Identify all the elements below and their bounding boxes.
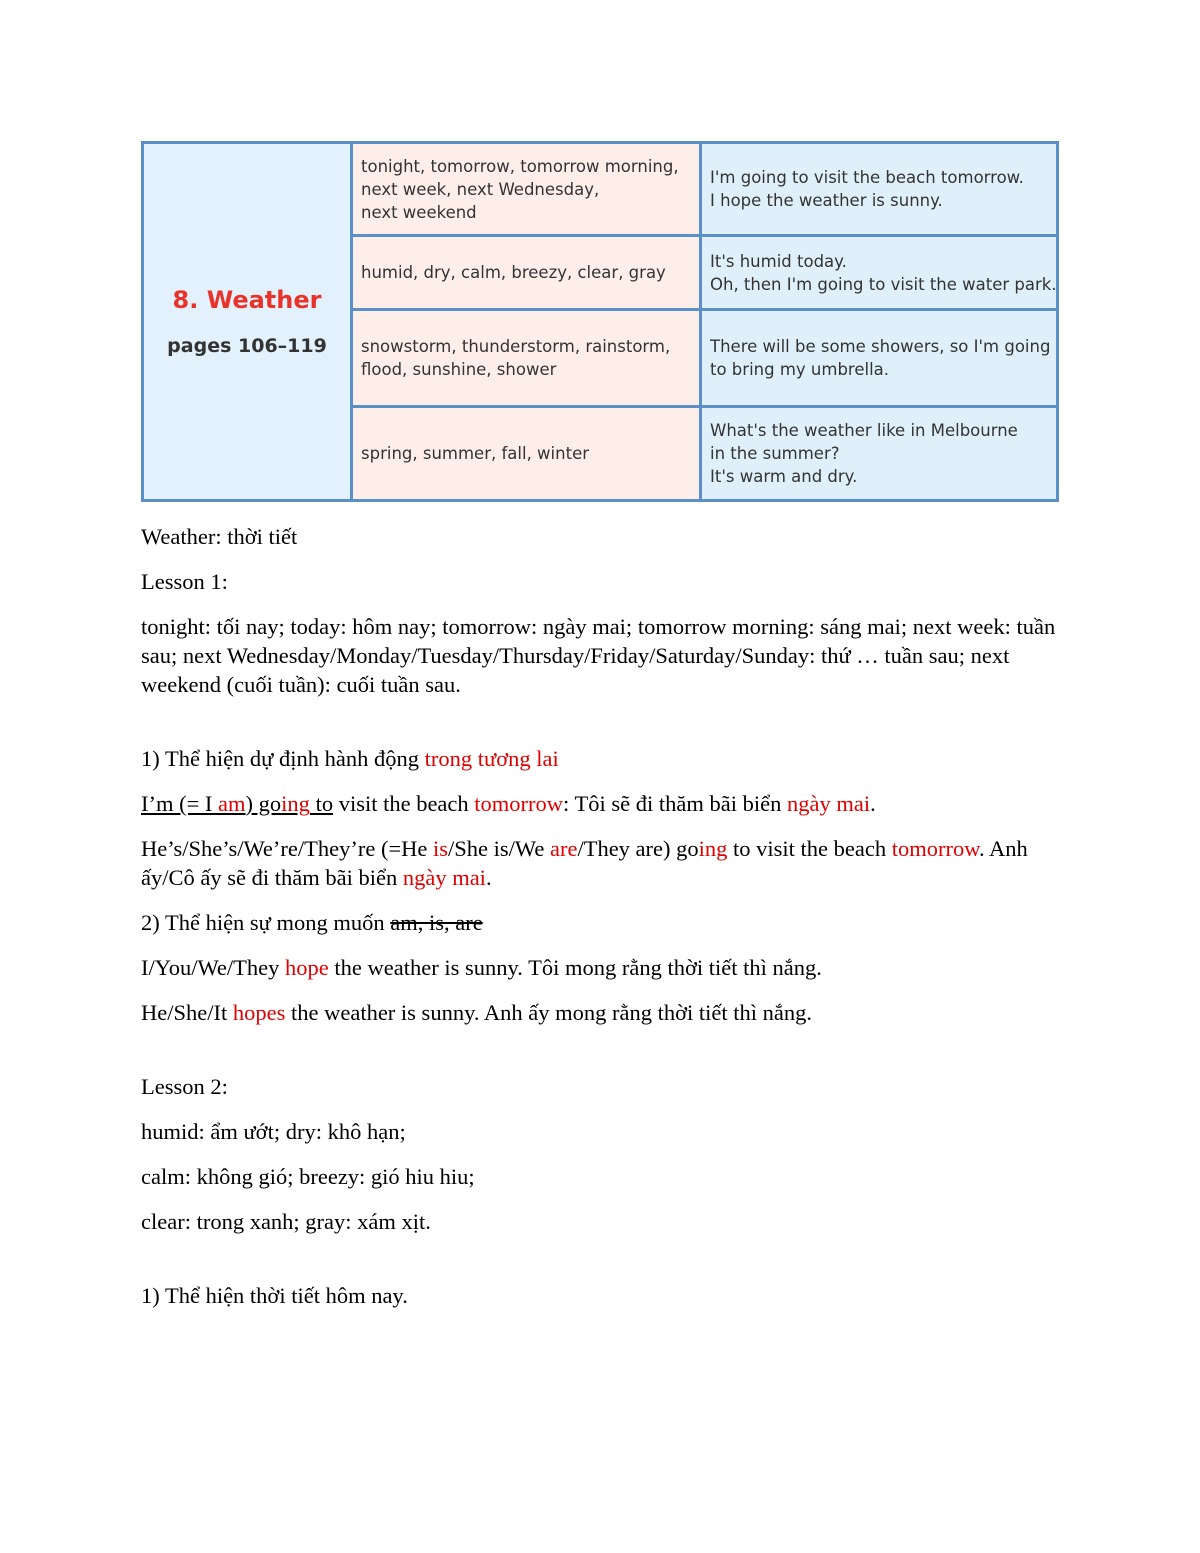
vocab-cell [352,310,701,407]
unit-table [141,141,1059,502]
lesson1-example1: I’m (= I am) going to visit the beach tomorrow: Tôi sẽ đi thăm bãi biển ngày mai. [141,791,876,816]
lesson1-point2: 2) Thể hiện sự mong muốn am, is, are [141,910,483,935]
doc-heading: Weather: thời tiết [141,524,298,549]
vocab-line: spring, summer, fall, winter [361,444,590,463]
example-line: It's humid today. [710,251,847,271]
table-row [143,143,1058,236]
unit-title: 8. Weather [172,286,322,314]
example-cell [701,407,1058,501]
vocab-cell [352,407,701,501]
lesson2-vocab-line: calm: không gió; breezy: gió hiu hiu; [141,1164,475,1189]
vocab-line: flood, sunshine, shower [361,360,557,379]
vocab-line: snowstorm, thunderstorm, rainstorm, [361,337,671,356]
vocab-line: tonight, tomorrow, tomorrow morning, [361,156,679,176]
lesson1-title: Lesson 1: [141,569,228,594]
lesson2-title: Lesson 2: [141,1074,228,1099]
example-line: It's warm and dry. [710,467,858,486]
example-cell [701,310,1058,407]
example-line: I hope the weather is sunny. [710,191,943,210]
unit-pages: pages 106–119 [167,335,327,357]
lesson2-point1: 1) Thể hiện thời tiết hôm nay. [141,1283,408,1308]
vocab-cell [352,236,701,310]
lesson1-vocab: tonight: tối nay; today: hôm nay; tomorrow: ngày mai; tomorrow morning: sáng mai; next week: tuần sau; next Wednesday/Monday/Tuesday/Thursday/Friday/Saturday/Sunday: thứ … tuần sau; next weekend (cuối tuần): cuối tuần sau. [141,614,1056,697]
unit-header-cell [143,143,352,501]
example-line: I'm going to visit the beach tomorrow. [710,168,1024,187]
lesson1-example2: He’s/She’s/We’re/They’re (=He is/She is/We are/They are) going to visit the beach tomorrow. Anh ấy/Cô ấy sẽ đi thăm bãi biển ngày mai. [141,836,1028,890]
notes-body [141,522,1059,1310]
lesson2-vocab-line: humid: ẩm ướt; dry: khô hạn; [141,1119,406,1144]
lesson1-example4: He/She/It hopes the weather is sunny. Anh ấy mong rằng thời tiết thì nắng. [141,1000,812,1025]
example-line: to bring my umbrella. [710,360,890,379]
vocab-cell [352,143,701,236]
example-cell [701,143,1058,236]
example-line: There will be some showers, so I'm going [710,337,1051,356]
vocab-line: next weekend [361,202,477,222]
example-line: in the summer? [710,444,840,463]
lesson1-example3: I/You/We/They hope the weather is sunny. Tôi mong rằng thời tiết thì nắng. [141,955,822,980]
example-cell [701,236,1058,310]
lesson2-vocab-line: clear: trong xanh; gray: xám xịt. [141,1209,431,1234]
document-page [141,141,1059,1326]
vocab-line: humid, dry, calm, breezy, clear, gray [361,263,666,282]
example-line: What's the weather like in Melbourne [710,421,1018,440]
example-line: Oh, then I'm going to visit the water park. [710,274,1057,294]
vocab-line: next week, next Wednesday, [361,179,600,199]
lesson1-point1: 1) Thể hiện dự định hành động trong tương lai [141,746,559,771]
